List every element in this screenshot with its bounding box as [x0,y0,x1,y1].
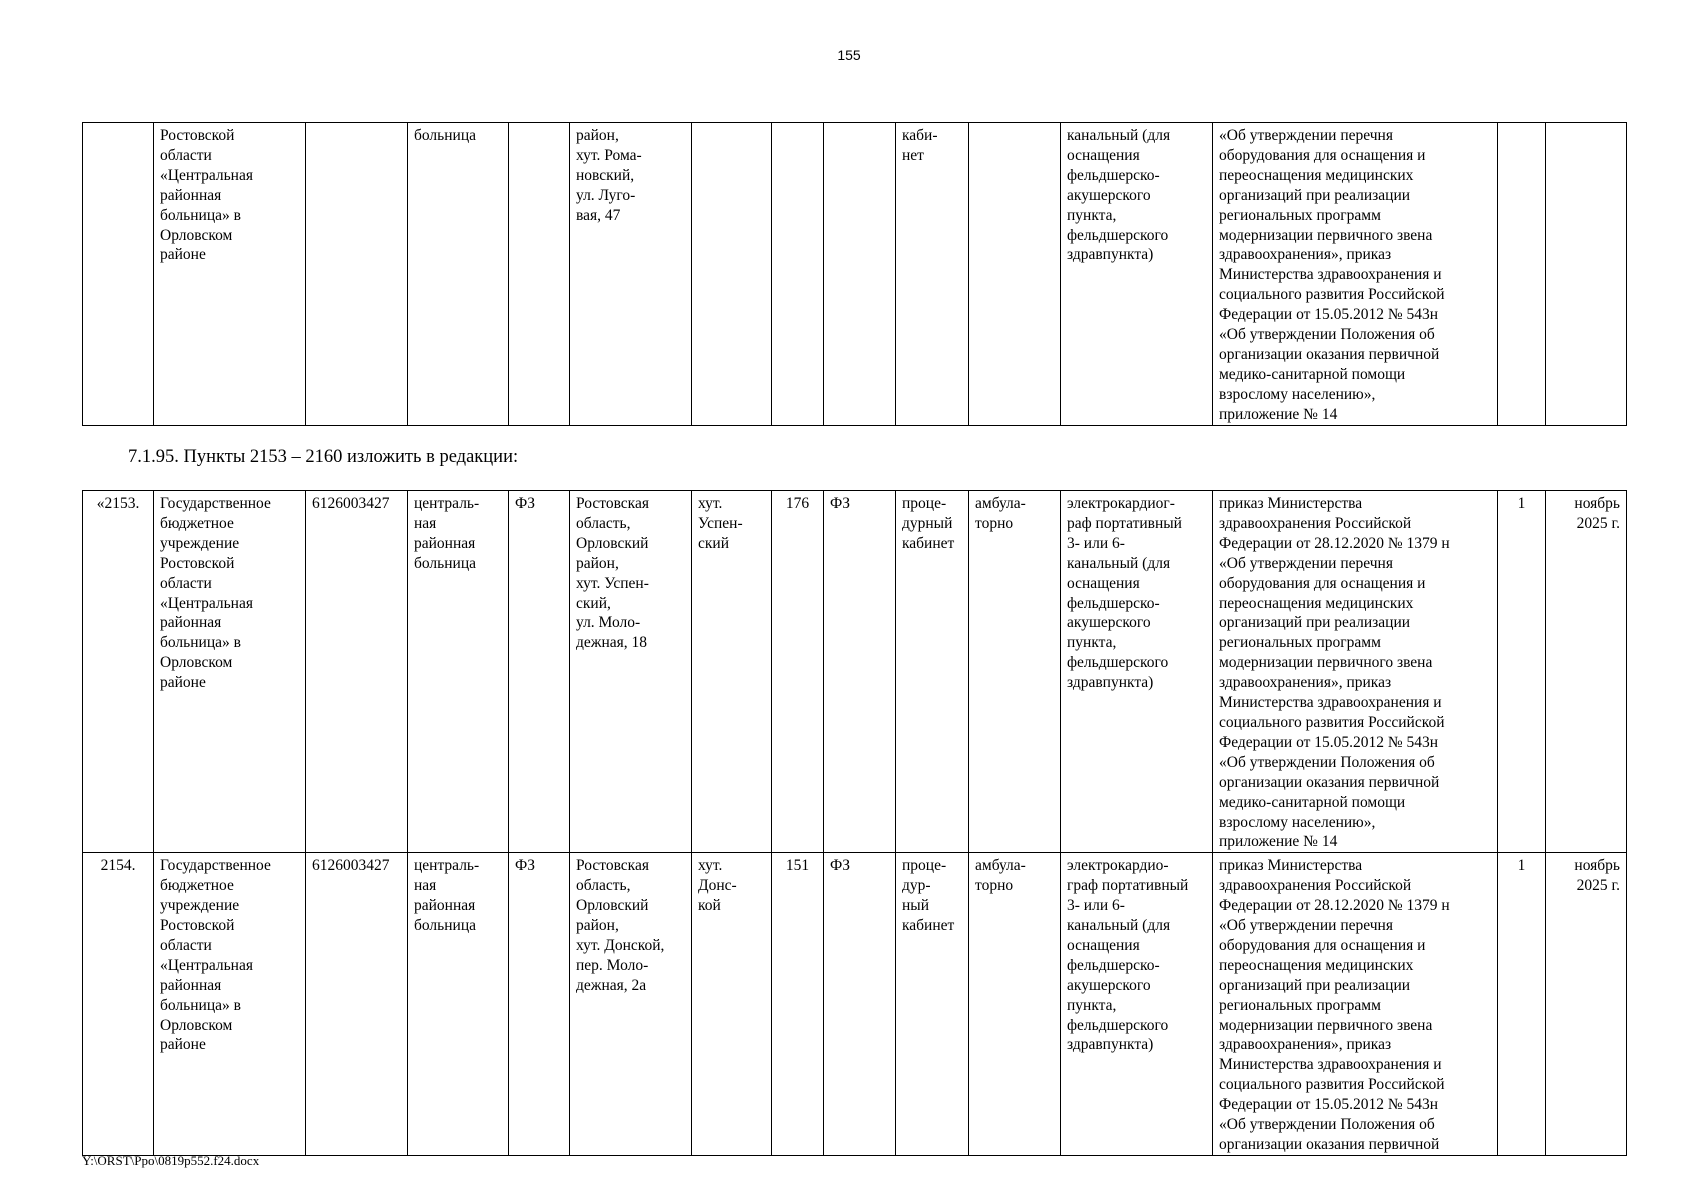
cell-division: ФЗ [824,491,896,853]
cell-inn: 6126003427 [306,853,408,1156]
page-number: 155 [837,47,861,63]
cell-date: ноябрь 2025 г. [1546,853,1627,1156]
cell-number [83,123,154,426]
cell-condition: амбула- торно [969,853,1061,1156]
table-row [83,491,1627,853]
cell-address: район, хут. Рома- новский, ул. Луго- вая, 47 [570,123,692,426]
cell-org-type: централь- ная районная больница [408,853,509,1156]
cell-unit-type [509,123,570,426]
cell-room: проце- дурный кабинет [896,491,969,853]
cell-organization: Государственное бюджетное учреждение Ростовской области «Центральная районная больница» в Орловском районе [154,853,306,1156]
cell-quantity: 1 [1498,853,1546,1156]
cell-equipment: канальный (для оснащения фельдшерско- акушерского пункта, фельдшерского здравпункта) [1061,123,1213,426]
cell-quantity: 1 [1498,491,1546,853]
cell-division [824,123,896,426]
cell-settlement: хут. Успен- ский [692,491,772,853]
cell-unit-type: ФЗ [509,491,570,853]
cell-condition [969,123,1061,426]
cell-condition: амбула- торно [969,491,1061,853]
cell-number: 2154. [83,853,154,1156]
cell-settlement [692,123,772,426]
cell-date: ноябрь 2025 г. [1546,491,1627,853]
cell-count [772,123,824,426]
table-row [83,853,1627,1156]
cell-unit-type: ФЗ [509,853,570,1156]
cell-number: «2153. [83,491,154,853]
cell-count: 151 [772,853,824,1156]
cell-division: ФЗ [824,853,896,1156]
file-path-footer: Y:\ORST\Ppo\0819p552.f24.docx [82,1153,260,1168]
cell-equipment: электрокардио- граф портативный 3- или 6- канальный (для оснащения фельдшерско- акушерского пункта, фельдшерского здравпункта) [1061,853,1213,1156]
cell-inn [306,123,408,426]
cell-organization: Государственное бюджетное учреждение Ростовской области «Центральная районная больница» в Орловском районе [154,491,306,853]
cell-basis: «Об утверждении перечня оборудования для оснащения и переоснащения медицинских организаций при реализации региональных программ модернизации первичного звена здравоохранения», приказ Министерства здравоохранения и социального развития Российской Федерации от 15.05.2012 № 543н «Об утверждении Положения об организации оказания первичной медико-санитарной помощи взрослому населению», приложение № 14 [1213,123,1498,426]
cell-date [1546,123,1627,426]
cell-room: проце- дур- ный кабинет [896,853,969,1156]
cell-address: Ростовская область, Орловский район, хут. Донской, пер. Моло- дежная, 2а [570,853,692,1156]
cell-inn: 6126003427 [306,491,408,853]
continued-table [82,122,1627,426]
cell-room: каби- нет [896,123,969,426]
cell-address: Ростовская область, Орловский район, хут. Успен- ский, ул. Моло- дежная, 18 [570,491,692,853]
cell-settlement: хут. Донс- кой [692,853,772,1156]
cell-equipment: электрокардиог- раф портативный 3- или 6- канальный (для оснащения фельдшерско- акушерского пункта, фельдшерского здравпункта) [1061,491,1213,853]
cell-quantity [1498,123,1546,426]
cell-basis: приказ Министерства здравоохранения Российской Федерации от 28.12.2020 № 1379 н «Об утверждении перечня оборудования для оснащения и переоснащения медицинских организаций при реализации региональных программ модернизации первичного звена здравоохранения», приказ Министерства здравоохранения и социального развития Российской Федерации от 15.05.2012 № 543н «Об утверждении Положения об организации оказания первичной медико-санитарной помощи взрослому населению», приложение № 14 [1213,491,1498,853]
cell-org-type: централь- ная районная больница [408,491,509,853]
cell-organization: Ростовской области «Центральная районная больница» в Орловском районе [154,123,306,426]
section-heading: 7.1.95. Пункты 2153 – 2160 изложить в редакции: [128,447,519,467]
cell-org-type: больница [408,123,509,426]
cell-count: 176 [772,491,824,853]
cell-basis: приказ Министерства здравоохранения Российской Федерации от 28.12.2020 № 1379 н «Об утверждении перечня оборудования для оснащения и переоснащения медицинских организаций при реализации региональных программ модернизации первичного звена здравоохранения», приказ Министерства здравоохранения и социального развития Российской Федерации от 15.05.2012 № 543н «Об утверждении Положения об организации оказания первичной [1213,853,1498,1156]
table-row [83,123,1627,426]
equipment-table [82,490,1627,1156]
